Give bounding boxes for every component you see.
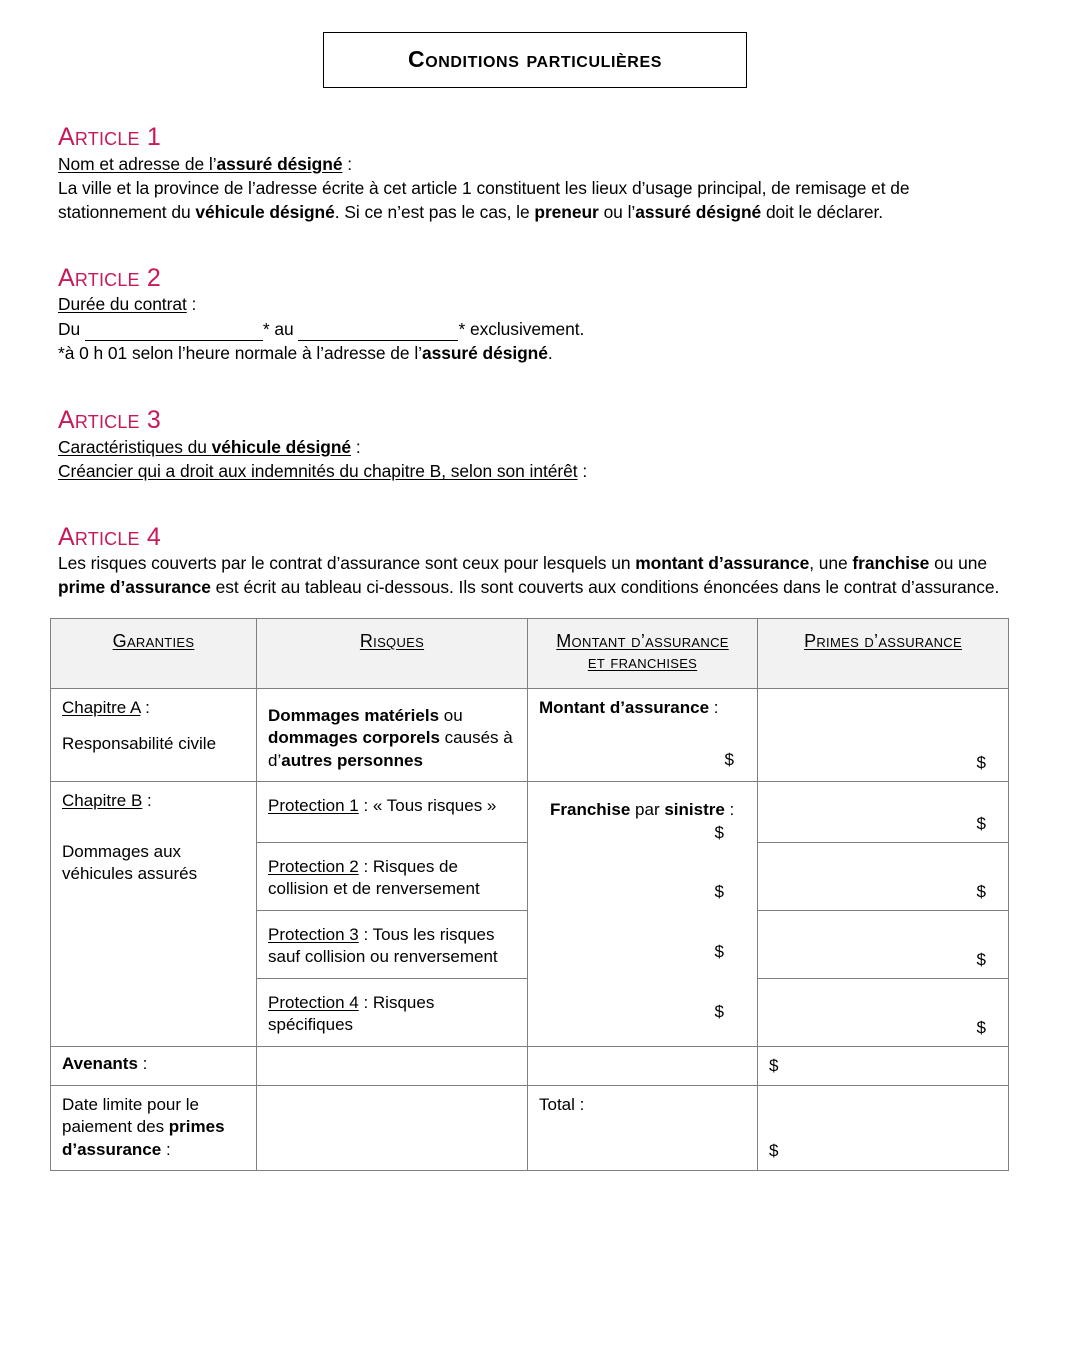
table-row-avenants: [51, 1046, 1009, 1085]
article-2-label-text: Durée du contrat: [58, 294, 187, 315]
avenants-label-bold: Avenants: [62, 1053, 138, 1073]
article-3-label1-plain: Caractéristiques du: [58, 436, 212, 457]
article-2-heading: Article 2: [58, 263, 162, 292]
franchise-label-bold-1: Franchise: [550, 800, 631, 820]
article-2-label: [58, 292, 1010, 316]
protection-2-name: Protection 2: [268, 857, 359, 877]
protection-3-sep: :: [358, 924, 373, 944]
chapitre-a-subtitle: Responsabilité civile: [62, 733, 217, 753]
column-header-montant-line1: Montant d’assurance: [556, 630, 729, 651]
cell-chapitre-a-garantie: [51, 688, 257, 781]
cell-protection-4-prime[interactable]: [758, 978, 1009, 1046]
protection-3-montant-value: $: [714, 942, 724, 962]
protection-2-montant-value: $: [714, 882, 724, 902]
coverage-table: [50, 618, 1009, 1171]
article-2-note-bold: assuré désigné: [421, 342, 548, 363]
duration-middle: * au: [262, 318, 299, 339]
chapitre-a-prime-value: $: [976, 753, 986, 773]
table-row-date-limite: [51, 1085, 1009, 1170]
avenants-label-colon: :: [137, 1053, 148, 1073]
column-header-montant-line2: et franchises: [587, 651, 698, 672]
table-row-protection-1: [51, 782, 1009, 843]
article-1-bold-1: véhicule désigné: [195, 202, 335, 223]
cell-avenants-prime[interactable]: [758, 1046, 1009, 1085]
cell-protection-4-risque: [257, 978, 528, 1046]
cell-total-label: [528, 1085, 758, 1170]
cell-protection-3-prime[interactable]: [758, 910, 1009, 978]
title-container: [0, 0, 1070, 88]
article-3-label-creditor: [58, 459, 1010, 483]
protection-1-desc: « Tous risques »: [372, 796, 497, 816]
cell-protection-2-risque: [257, 843, 528, 911]
article-1-heading: Article 1: [58, 123, 162, 152]
column-header-montant: [528, 618, 758, 688]
article-1-text-3: ou l’: [598, 202, 636, 223]
cell-date-limite-label: [51, 1085, 257, 1170]
article-2-label-colon: :: [186, 294, 197, 315]
article-4-text-3: ou une: [929, 553, 987, 574]
article-2-note: [58, 341, 1010, 365]
protection-1-prime-value: $: [976, 814, 986, 834]
cell-avenants-montant[interactable]: [528, 1046, 758, 1085]
duration-prefix: Du: [58, 318, 85, 339]
chapitre-b-subtitle: Dommages aux véhicules assurés: [62, 842, 198, 884]
article-2-note-text: *à 0 h 01 selon l’heure normale à l’adresse de l’: [58, 342, 422, 363]
date-limite-text-1: Date limite pour le paiement des: [62, 1094, 200, 1137]
cell-protection-2-prime[interactable]: [758, 843, 1009, 911]
date-limite-text-2: :: [161, 1139, 171, 1159]
protection-4-prime-value: $: [976, 1017, 986, 1037]
cell-protection-3-risque: [257, 910, 528, 978]
article-3-label1-colon: :: [351, 436, 361, 457]
article-4-text-1: Les risques couverts par le contrat d’assurance sont ceux pour lesquels un: [58, 553, 636, 574]
chapitre-b-title-colon: :: [142, 791, 152, 811]
article-1-bold-2: preneur: [534, 202, 599, 223]
franchise-label-mid: par: [630, 800, 665, 820]
article-3-label2-text: Créancier qui a droit aux indemnités du chapitre B, selon son intérêt: [58, 461, 578, 482]
article-1-text-2: . Si ce n’est pas le cas, le: [334, 202, 535, 223]
protection-2-sep: :: [358, 857, 373, 877]
article-3-label2-colon: :: [577, 461, 588, 482]
chapitre-a-title-text: Chapitre A: [62, 697, 141, 717]
article-2-note-end: .: [547, 342, 553, 363]
article-1-bold-3: assuré désigné: [635, 202, 762, 223]
article-1-text-1: La ville et la province de l’adresse écrite à cet article 1 constituent les lieux d’usage principal, de remisage et de stationnement du: [58, 178, 910, 223]
protection-4-name: Protection 4: [268, 992, 359, 1012]
protection-2-desc: Risques de collision et de renversement: [268, 857, 480, 899]
montant-assurance-label-bold: Montant d’assurance: [539, 697, 710, 717]
article-4-paragraph: [58, 551, 1010, 600]
table-row-chapitre-a: [51, 688, 1009, 781]
cell-chapitre-a-risque: [257, 688, 528, 781]
protection-4-montant-value: $: [714, 1002, 724, 1022]
duration-start-blank[interactable]: [85, 324, 263, 341]
franchise-label-colon: :: [724, 800, 735, 820]
column-header-risques: [257, 618, 528, 688]
coverage-table-container: [0, 618, 1070, 1171]
cell-chapitre-a-prime[interactable]: [758, 688, 1009, 781]
chapitre-b-title-text: Chapitre B: [62, 791, 143, 811]
protection-4-desc: Risques spécifiques: [268, 992, 435, 1035]
duration-end-blank[interactable]: [298, 324, 458, 341]
article-1-paragraph: [58, 176, 1010, 225]
article-4-bold-2: franchise: [852, 553, 930, 574]
total-value: $: [769, 1140, 779, 1160]
article-4-bold-1: montant d’assurance: [635, 553, 810, 574]
chapitre-b-title: [62, 791, 245, 811]
document-content: [0, 124, 1070, 600]
chapitre-a-risque-bold-2: dommages corporels: [268, 728, 440, 748]
date-limite-bold-1: primes d’assurance: [62, 1117, 225, 1159]
article-1-label-apostrophe: ’: [212, 153, 217, 174]
column-header-garanties-text: Garanties: [112, 630, 195, 651]
article-1-label-bold: assuré désigné: [216, 153, 343, 174]
avenants-prime-value: $: [769, 1055, 779, 1075]
chapitre-a-risque-text-1: ou: [439, 705, 463, 725]
cell-avenants-label: [51, 1046, 257, 1085]
article-1-label-colon: :: [342, 153, 353, 174]
montant-assurance-label: [539, 698, 746, 718]
column-header-primes-text: Primes d’assurance: [804, 630, 962, 651]
cell-protection-1-risque: [257, 782, 528, 843]
cell-chapitre-b-garantie: [51, 782, 257, 1047]
chapitre-a-risque-bold-3: autres personnes: [281, 750, 423, 770]
cell-avenants-risque[interactable]: [257, 1046, 528, 1085]
protection-1-sep: :: [358, 796, 373, 816]
cell-chapitre-b-franchise[interactable]: [528, 782, 758, 1047]
article-3-label-vehicle: [58, 435, 1010, 459]
protection-3-name: Protection 3: [268, 924, 359, 944]
column-header-primes: [758, 618, 1009, 688]
cell-chapitre-a-montant[interactable]: [528, 688, 758, 781]
cell-protection-1-prime[interactable]: [758, 782, 1009, 843]
franchise-label-bold-2: sinistre: [664, 800, 725, 820]
column-header-risques-text: Risques: [359, 630, 425, 651]
protection-3-prime-value: $: [976, 949, 986, 969]
article-1-text-4: doit le déclarer.: [761, 202, 884, 223]
protection-1-montant-value: $: [714, 823, 724, 843]
protection-1-name: Protection 1: [268, 796, 359, 816]
article-3-label1-bold: véhicule désigné: [211, 436, 352, 457]
montant-assurance-label-colon: :: [709, 697, 719, 717]
article-1-label-plain: Nom et adresse de l: [58, 153, 213, 174]
article-4-heading: Article 4: [58, 522, 162, 551]
total-label: Total :: [539, 1094, 585, 1114]
duration-suffix: * exclusivement.: [458, 318, 585, 339]
protection-4-sep: :: [358, 992, 373, 1012]
franchise-label: [550, 800, 734, 820]
column-header-garanties: [51, 618, 257, 688]
cell-total-value[interactable]: [758, 1085, 1009, 1170]
protection-2-prime-value: $: [976, 881, 986, 901]
chapitre-a-title-colon: :: [140, 697, 150, 717]
page-title: Conditions particulières: [407, 46, 662, 72]
article-4-text-2: , une: [809, 553, 853, 574]
article-2-duration-line: [58, 317, 1010, 341]
protection-3-desc: Tous les risques sauf collision ou renversement: [268, 924, 498, 967]
chapitre-a-risque-text-2: causés à d’: [268, 728, 513, 770]
article-1-label: [58, 152, 1010, 176]
table-header-row: [51, 618, 1009, 688]
article-4-bold-3: prime d’assurance: [58, 577, 211, 598]
cell-date-limite-risque[interactable]: [257, 1085, 528, 1170]
chapitre-a-montant-value: $: [724, 749, 734, 769]
chapitre-a-risque-bold-1: Dommages matériels: [268, 705, 440, 725]
article-4-text-4: est écrit au tableau ci-dessous. Ils sont couverts aux conditions énoncées dans le contrat d’assurance.: [210, 577, 1000, 598]
title-box: [323, 32, 747, 88]
franchise-inner: [539, 791, 746, 1023]
article-3-heading: Article 3: [58, 406, 162, 435]
chapitre-a-title: [62, 698, 245, 718]
